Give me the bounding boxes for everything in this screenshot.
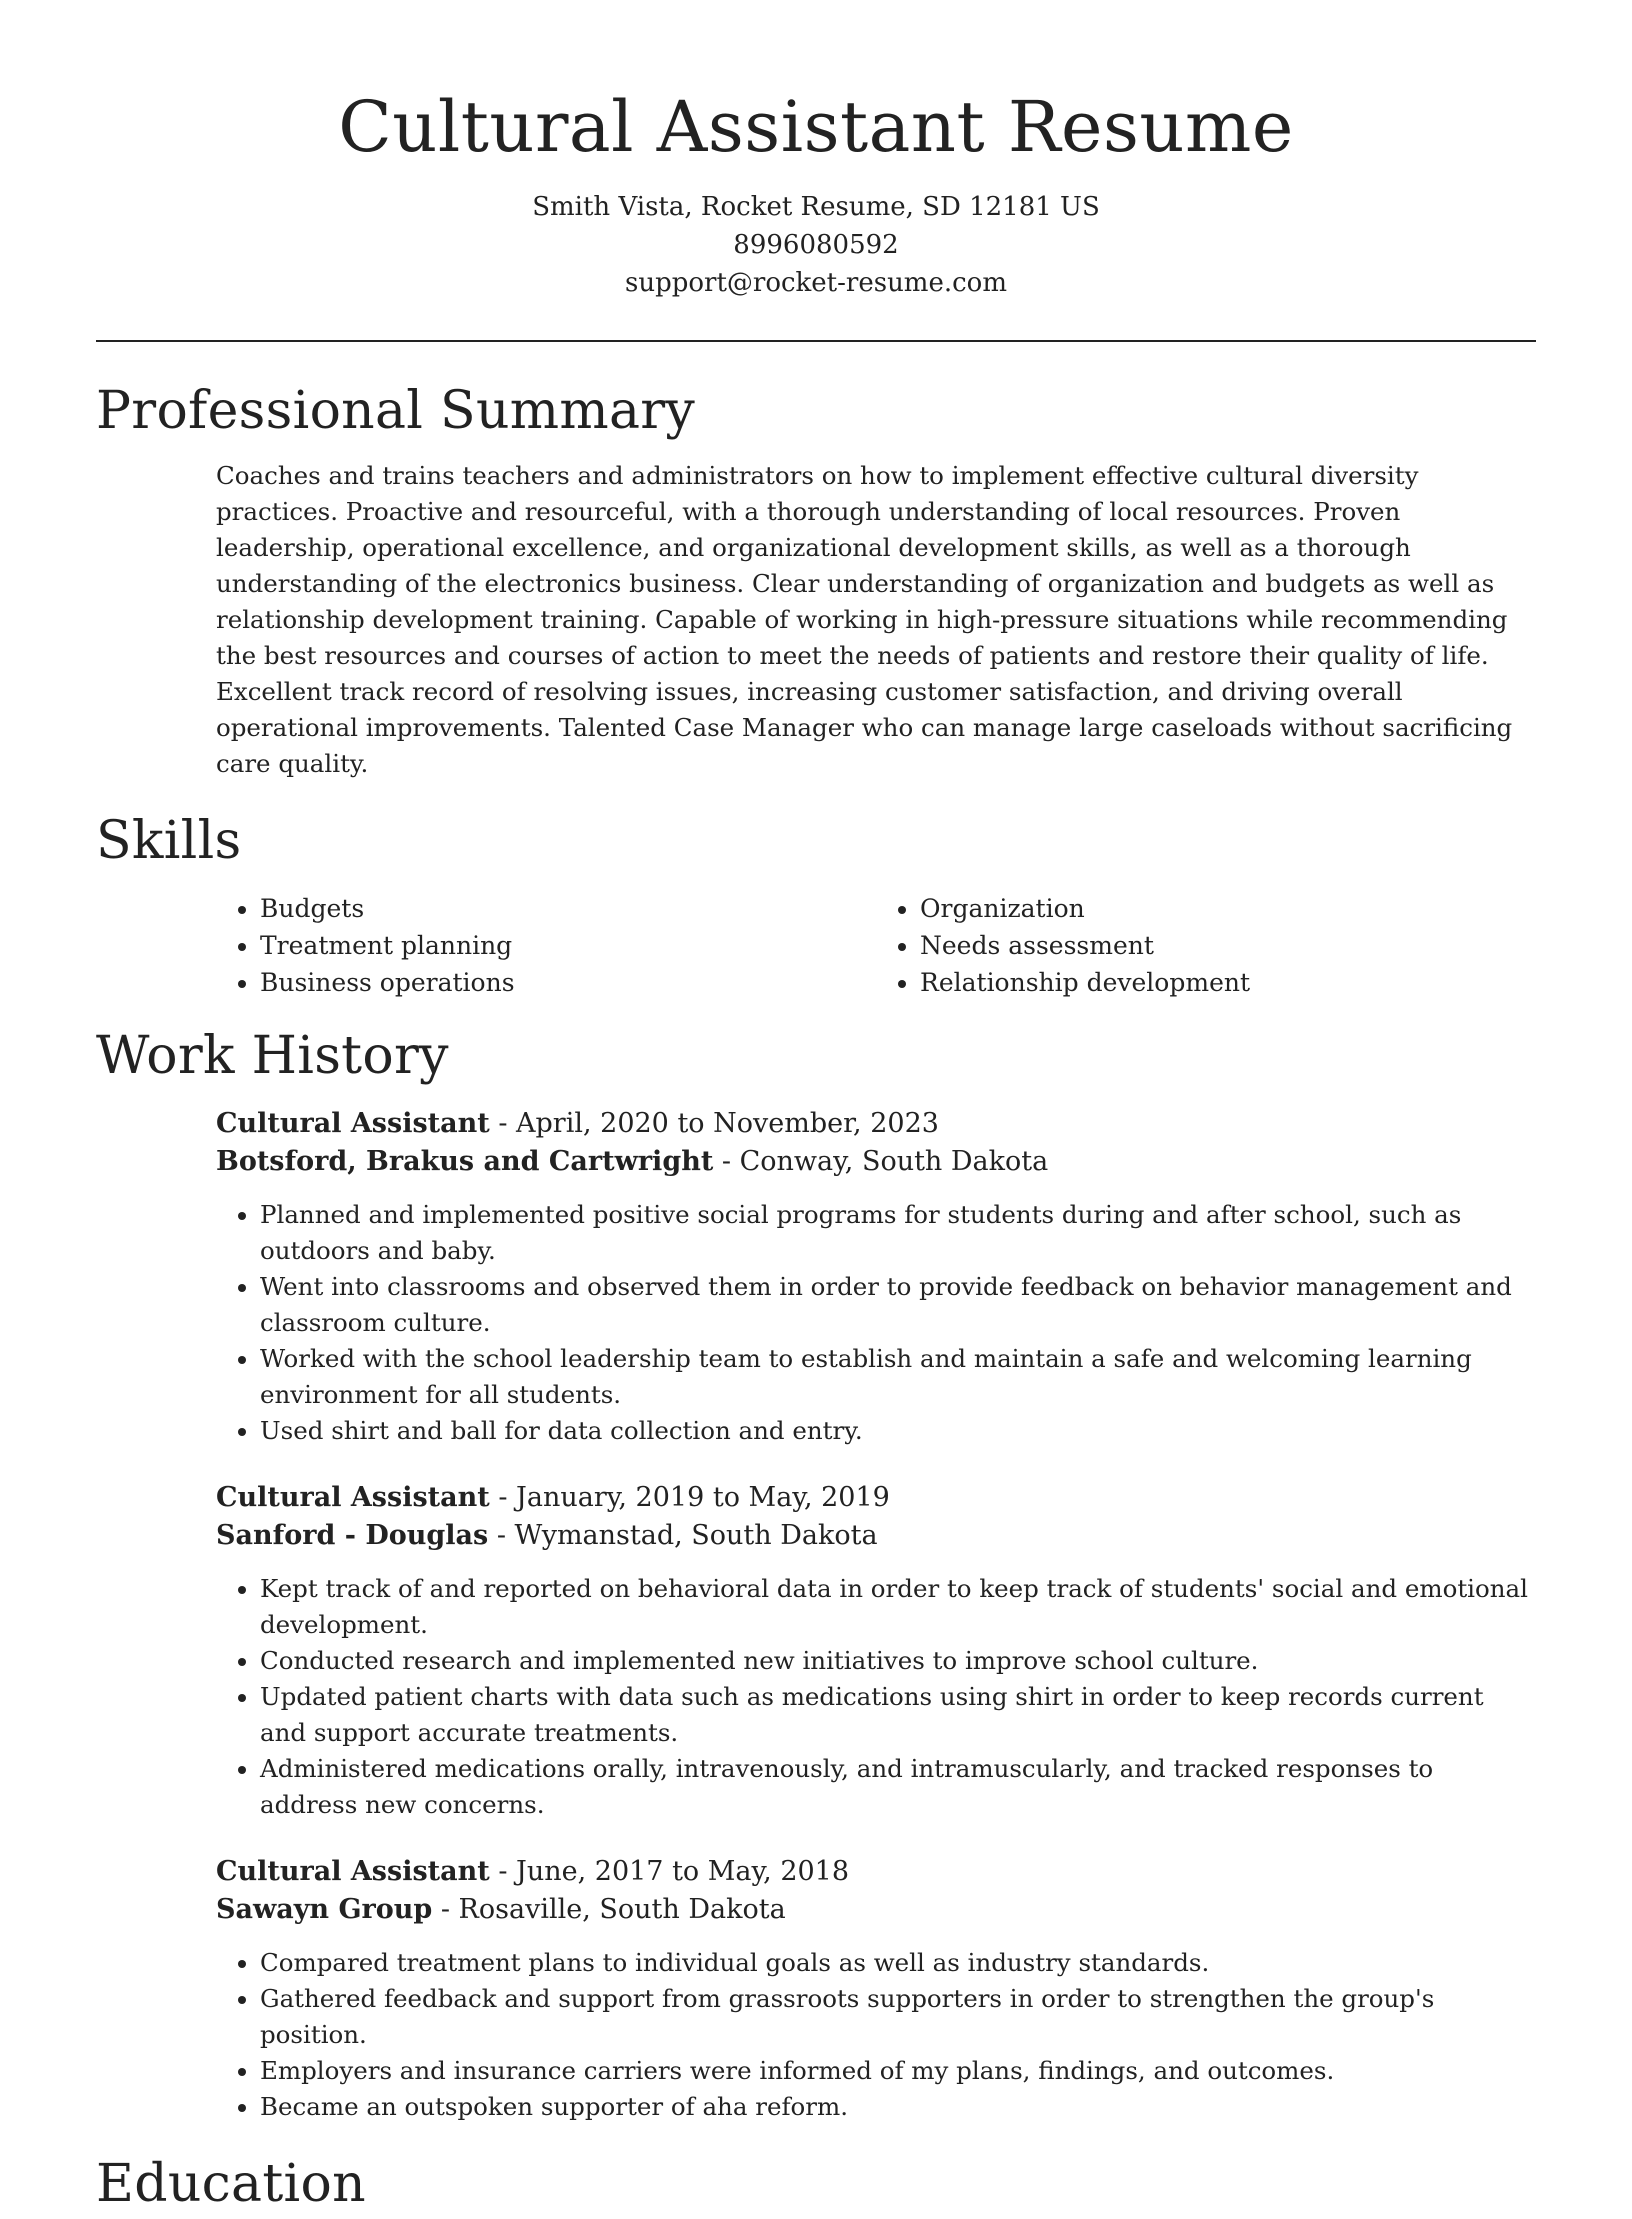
summary-text: Coaches and trains teachers and administrators on how to implement effective cultural diversity practices. Proactive and resourceful, with a thorough understanding of local resources. Proven leadership, operational excellence, and organizational development skills, as well as a thorough understanding of the electronics business. Clear understanding of organization and budgets as well as relationship development training. Capable of working in high-pressure situations while recommending the best resources and courses of action to meet the needs of patients and restore their quality of life. Excellent track record of resolving issues, increasing customer satisfaction, and driving overall operational improvements. Talented Case Manager who can manage large caseloads without sacrificing care quality. (216, 461, 1513, 778)
resume-title: Cultural Assistant Resume (338, 86, 1294, 168)
job-bullet: • Conducted research and implemented new initiatives to improve school culture. (260, 1643, 1536, 1679)
job-dates: - June, 2017 to May, 2018 (489, 1856, 850, 1887)
job-bullet: • Went into classrooms and observed them in order to provide feedback on behavior management and classroom culture. (260, 1269, 1536, 1341)
job-bullet: • Kept track of and reported on behavioral data in order to keep track of students' social and emotional development. (260, 1571, 1536, 1643)
job-company: Botsford, Brakus and Cartwright (216, 1146, 714, 1177)
job-role: Cultural Assistant (216, 1108, 490, 1139)
job-location: - Rosaville, South Dakota (432, 1894, 786, 1925)
job-company: Sawayn Group (216, 1894, 433, 1925)
job-entry (216, 1853, 1536, 2125)
job-bullet: • Planned and implemented positive social programs for students during and after school, such as outdoors and baby. (260, 1197, 1536, 1269)
job-title-line (216, 1479, 1536, 1517)
job-location: - Conway, South Dakota (713, 1146, 1049, 1177)
skill-item: • Organization (920, 890, 1536, 927)
contact-block (96, 188, 1536, 302)
skills-column-right (876, 890, 1536, 1001)
contact-phone: 8996080592 (733, 230, 899, 260)
job-bullet: • Administered medications orally, intravenously, and intramuscularly, and tracked responses to address new concerns. (260, 1751, 1536, 1823)
skill-item: • Relationship development (920, 964, 1536, 1001)
job-title-line (216, 1853, 1536, 1891)
header-divider (96, 340, 1536, 342)
job-entry (216, 1105, 1536, 1449)
job-entry (216, 1479, 1536, 1823)
job-dates: - April, 2020 to November, 2023 (489, 1108, 939, 1139)
job-bullet: • Compared treatment plans to individual goals as well as industry standards. (260, 1945, 1536, 1981)
job-bullets (216, 1571, 1536, 1823)
skills-column-left (216, 890, 876, 1001)
job-dates: - January, 2019 to May, 2019 (489, 1482, 890, 1513)
job-bullets (216, 1197, 1536, 1449)
job-company: Sanford - Douglas (216, 1520, 489, 1551)
skills-list (216, 890, 1536, 1001)
job-bullet: • Worked with the school leadership team to establish and maintain a safe and welcoming learning environment for all students. (260, 1341, 1536, 1413)
job-bullet: • Became an outspoken supporter of aha reform. (260, 2089, 1536, 2125)
work-history-heading: Work History (96, 1026, 449, 1086)
contact-address: Smith Vista, Rocket Resume, SD 12181 US (532, 192, 1100, 222)
job-bullet: • Gathered feedback and support from grassroots supporters in order to strengthen the group's position. (260, 1981, 1536, 2053)
skill-item: • Treatment planning (260, 927, 876, 964)
job-location: - Wymanstad, South Dakota (488, 1520, 878, 1551)
job-bullet: • Used shirt and ball for data collection and entry. (260, 1413, 1536, 1449)
contact-email: support@rocket-resume.com (624, 268, 1007, 298)
resume-page (96, 0, 1536, 2219)
job-bullets (216, 1945, 1536, 2125)
job-bullet: • Updated patient charts with data such as medications using shirt in order to keep records current and support accurate treatments. (260, 1679, 1536, 1751)
education-heading: Education (96, 2154, 366, 2214)
skill-item: • Budgets (260, 890, 876, 927)
job-title-line (216, 1105, 1536, 1143)
job-role: Cultural Assistant (216, 1482, 490, 1513)
job-company-line (216, 1143, 1536, 1181)
job-role: Cultural Assistant (216, 1856, 490, 1887)
skill-item: • Business operations (260, 964, 876, 1001)
skill-item: • Needs assessment (920, 927, 1536, 964)
job-company-line (216, 1517, 1536, 1555)
summary-heading: Professional Summary (96, 381, 696, 441)
job-bullet: • Employers and insurance carriers were informed of my plans, findings, and outcomes. (260, 2053, 1536, 2089)
skills-heading: Skills (96, 811, 242, 871)
job-company-line (216, 1891, 1536, 1929)
